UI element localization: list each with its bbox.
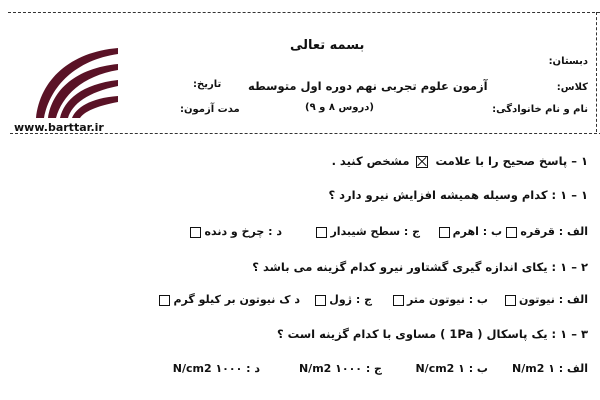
checkbox-icon[interactable] <box>315 295 326 306</box>
question-2: ۲ – ۱ : یکای اندازه گیری گشتاور نیرو کدام گزینه می باشد ؟ <box>252 260 588 274</box>
bismillah: بسمه تعالی <box>290 38 365 53</box>
instructions-before: ۱ – پاسخ صحیح را با علامت <box>435 154 588 168</box>
exam-title: آزمون علوم تجربی نهم دوره اول متوسطه <box>248 79 488 93</box>
q1-option-d[interactable]: د : چرخ و دنده <box>187 225 282 238</box>
q3-option-a[interactable]: الف : N/m2 ۱ <box>512 362 588 375</box>
instructions <box>332 154 588 168</box>
q3-option-d[interactable]: د : N/cm2 ۱۰۰۰ <box>172 362 260 375</box>
website-url: www.barttar.ir <box>14 121 104 134</box>
question-1: ۱ – ۱ : کدام وسیله همیشه افزایش نیرو دارد ؟ <box>328 188 588 202</box>
class-label: کلاس: <box>556 82 588 93</box>
top-border <box>8 12 600 13</box>
checkbox-icon[interactable] <box>506 227 517 238</box>
date-label: تاریخ: <box>193 79 222 90</box>
checkbox-icon[interactable] <box>190 227 201 238</box>
lessons-label: (دروس ۸ و ۹) <box>305 102 374 113</box>
checkbox-icon[interactable] <box>505 295 516 306</box>
q3-option-c[interactable]: ج : N/m2 ۱۰۰۰ <box>298 362 382 375</box>
checkbox-icon[interactable] <box>393 295 404 306</box>
q2-option-b[interactable]: ب : نیوتون متر <box>390 293 488 306</box>
x-box-icon <box>416 156 428 168</box>
q2-option-c[interactable]: ج : ژول <box>312 293 372 306</box>
right-border <box>596 12 597 132</box>
q3-option-b[interactable]: ب : N/cm2 ۱ <box>415 362 488 375</box>
student-name-label: نام و نام خانوادگی: <box>492 104 588 115</box>
duration-label: مدت آزمون: <box>180 104 240 115</box>
q1-option-c[interactable]: ج : سطح شیبدار <box>313 225 420 238</box>
checkbox-icon[interactable] <box>159 295 170 306</box>
checkbox-icon[interactable] <box>439 227 450 238</box>
question-3: ۳ – ۱ : یک پاسکال ( 1Pa ) مساوی با کدام گزینه است ؟ <box>277 327 588 341</box>
barttar-logo-icon <box>30 40 120 120</box>
q2-option-d[interactable]: د ک نیوتون بر کیلو گرم <box>156 293 300 306</box>
instructions-after: مشخص کنید . <box>331 154 410 168</box>
q1-option-a[interactable]: الف : قرقره <box>503 225 588 238</box>
q1-option-b[interactable]: ب : اهرم <box>436 225 502 238</box>
school-label: دبستان: <box>548 56 588 67</box>
q2-option-a[interactable]: الف : نیوتون <box>502 293 588 306</box>
checkbox-icon[interactable] <box>316 227 327 238</box>
